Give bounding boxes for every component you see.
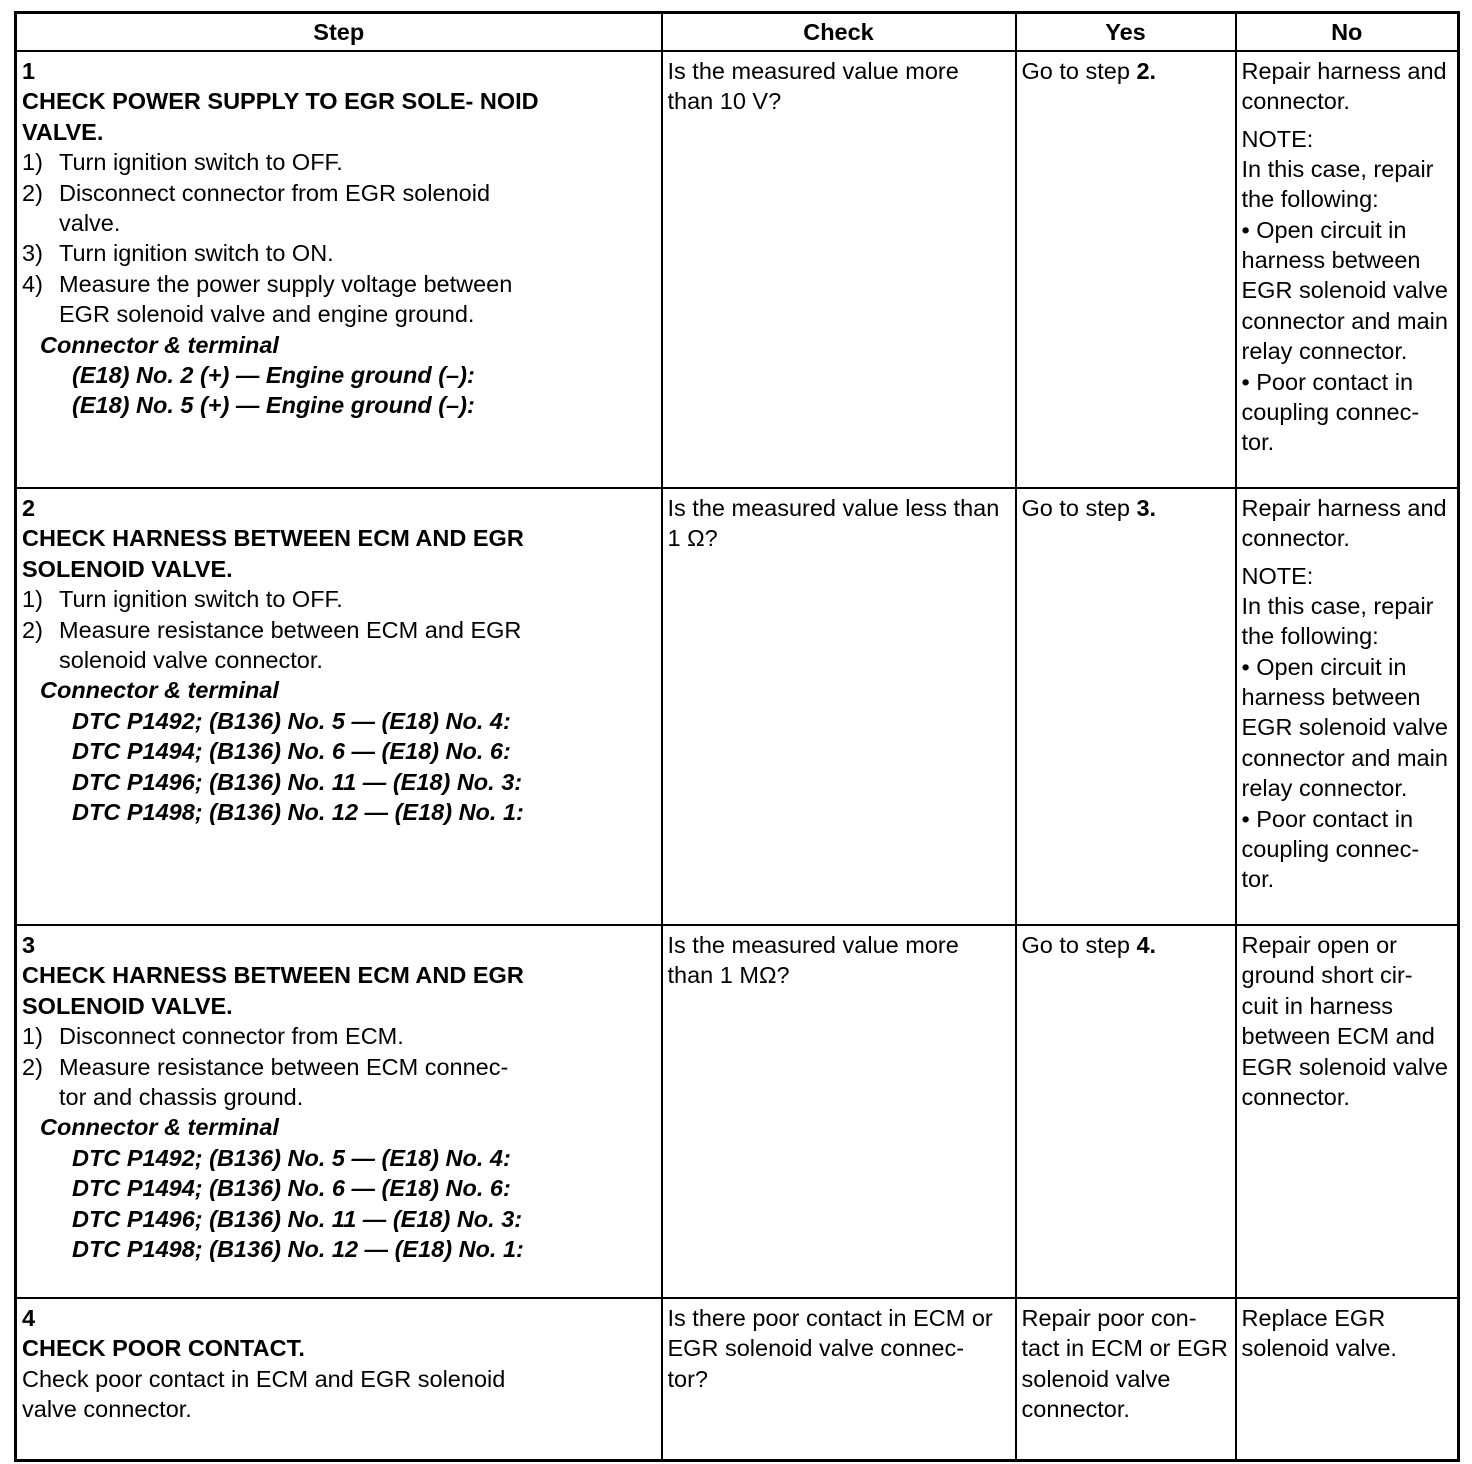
no-action: Replace EGR solenoid valve. [1241, 1305, 1397, 1362]
step-title: CHECK HARNESS BETWEEN ECM AND EGR SOLENOID VALVE. [22, 525, 524, 582]
connector-line: (E18) No. 2 (+) — Engine ground (–): [72, 362, 475, 389]
substep: 1) Turn ignition switch to OFF. [22, 586, 343, 613]
step-cell [16, 51, 662, 488]
connector-title: Connector & terminal [40, 677, 279, 704]
no-cell [1236, 1298, 1459, 1461]
note-intro: In this case, repair the following: [1241, 592, 1434, 650]
connector-title: Connector & terminal [40, 1114, 279, 1141]
substep-list [22, 1021, 542, 1112]
connector-line: DTC P1494; (B136) No. 6 — (E18) No. 6: [72, 738, 511, 765]
connector-line: DTC P1496; (B136) No. 11 — (E18) No. 3: [72, 768, 523, 795]
step-ref: 2. [1136, 58, 1157, 84]
step-number: 3 [22, 932, 36, 958]
substep: 1) Disconnect connector from ECM. [22, 1023, 404, 1050]
substep: 3) Turn ignition switch to ON. [22, 240, 334, 267]
step-body [22, 523, 542, 827]
note-label: NOTE: [1241, 125, 1314, 152]
substep: 2) Measure resistance between ECM connec- tor and chassis ground. [22, 1053, 509, 1111]
yes-cell: Repair poor con- tact in ECM or EGR solenoid valve connector. [1016, 1298, 1236, 1461]
substep-list [22, 147, 542, 329]
header-step: Step [16, 13, 662, 52]
step-cell [16, 488, 662, 925]
header-yes: Yes [1016, 13, 1236, 52]
step-cell [16, 1298, 662, 1461]
connector-line: DTC P1492; (B136) No. 5 — (E18) No. 4: [72, 707, 511, 734]
note-bullet: • Open circuit in harness between EGR solenoid valve connector and main relay connector. [1241, 653, 1448, 802]
table-header-row [16, 13, 1459, 52]
no-cell [1236, 51, 1459, 488]
substep-list [22, 584, 542, 675]
step-body [22, 86, 542, 420]
note-label: NOTE: [1241, 562, 1314, 589]
note-intro: In this case, repair the following: [1241, 155, 1434, 213]
diagnostic-table [14, 11, 1460, 1462]
connector-line: (E18) No. 5 (+) — Engine ground (–): [72, 392, 475, 419]
yes-cell: Go to step 2. [1016, 51, 1236, 488]
header-check: Check [662, 13, 1016, 52]
step-number: 4 [22, 1305, 36, 1331]
no-cell [1236, 925, 1459, 1298]
no-action: Repair harness and connector. [1241, 495, 1447, 552]
header-no: No [1236, 13, 1459, 52]
step-number: 2 [22, 495, 36, 521]
no-action: Repair open or ground short cir- cuit in harness between ECM and EGR solenoid valve connector. [1241, 932, 1448, 1111]
step-body [22, 960, 542, 1264]
step-description: Check poor contact in ECM and EGR solenoid valve connector. [22, 1365, 506, 1423]
table-row [16, 925, 1459, 1298]
note-bullet: • Open circuit in harness between EGR solenoid valve connector and main relay connector. [1241, 216, 1448, 365]
check-cell: Is the measured value more than 10 V? [662, 51, 1016, 488]
step-ref: 4. [1136, 932, 1157, 958]
step-title: CHECK POOR CONTACT. [22, 1335, 305, 1362]
table-row [16, 488, 1459, 925]
step-title: CHECK POWER SUPPLY TO EGR SOLE- NOID VALVE. [22, 88, 539, 145]
connector-title: Connector & terminal [40, 331, 279, 358]
substep: 2) Disconnect connector from EGR solenoid valve. [22, 179, 491, 237]
no-action: Repair harness and connector. [1241, 58, 1447, 115]
note-bullet: • Poor contact in coupling connec- tor. [1241, 368, 1420, 456]
yes-cell: Go to step 3. [1016, 488, 1236, 925]
check-cell: Is the measured value more than 1 MΩ? [662, 925, 1016, 1298]
connector-line: DTC P1494; (B136) No. 6 — (E18) No. 6: [72, 1175, 511, 1202]
connector-line: DTC P1498; (B136) No. 12 — (E18) No. 1: [72, 1236, 524, 1263]
check-cell: Is there poor contact in ECM or EGR solenoid valve connec- tor? [662, 1298, 1016, 1461]
table-row [16, 1298, 1459, 1461]
substep: 2) Measure resistance between ECM and EGR solenoid valve connector. [22, 616, 522, 674]
note-bullet: • Poor contact in coupling connec- tor. [1241, 805, 1420, 893]
substep: 4) Measure the power supply voltage between EGR solenoid valve and engine ground. [22, 270, 513, 328]
no-cell [1236, 488, 1459, 925]
step-title: CHECK HARNESS BETWEEN ECM AND EGR SOLENOID VALVE. [22, 962, 524, 1019]
connector-line: DTC P1498; (B136) No. 12 — (E18) No. 1: [72, 799, 524, 826]
step-number: 1 [22, 58, 36, 84]
step-cell [16, 925, 662, 1298]
substep: 1) Turn ignition switch to OFF. [22, 149, 343, 176]
step-body [22, 1333, 542, 1424]
check-cell: Is the measured value less than 1 Ω? [662, 488, 1016, 925]
yes-cell: Go to step 4. [1016, 925, 1236, 1298]
connector-line: DTC P1496; (B136) No. 11 — (E18) No. 3: [72, 1205, 523, 1232]
table-row [16, 51, 1459, 488]
step-ref: 3. [1136, 495, 1157, 521]
connector-line: DTC P1492; (B136) No. 5 — (E18) No. 4: [72, 1144, 511, 1171]
